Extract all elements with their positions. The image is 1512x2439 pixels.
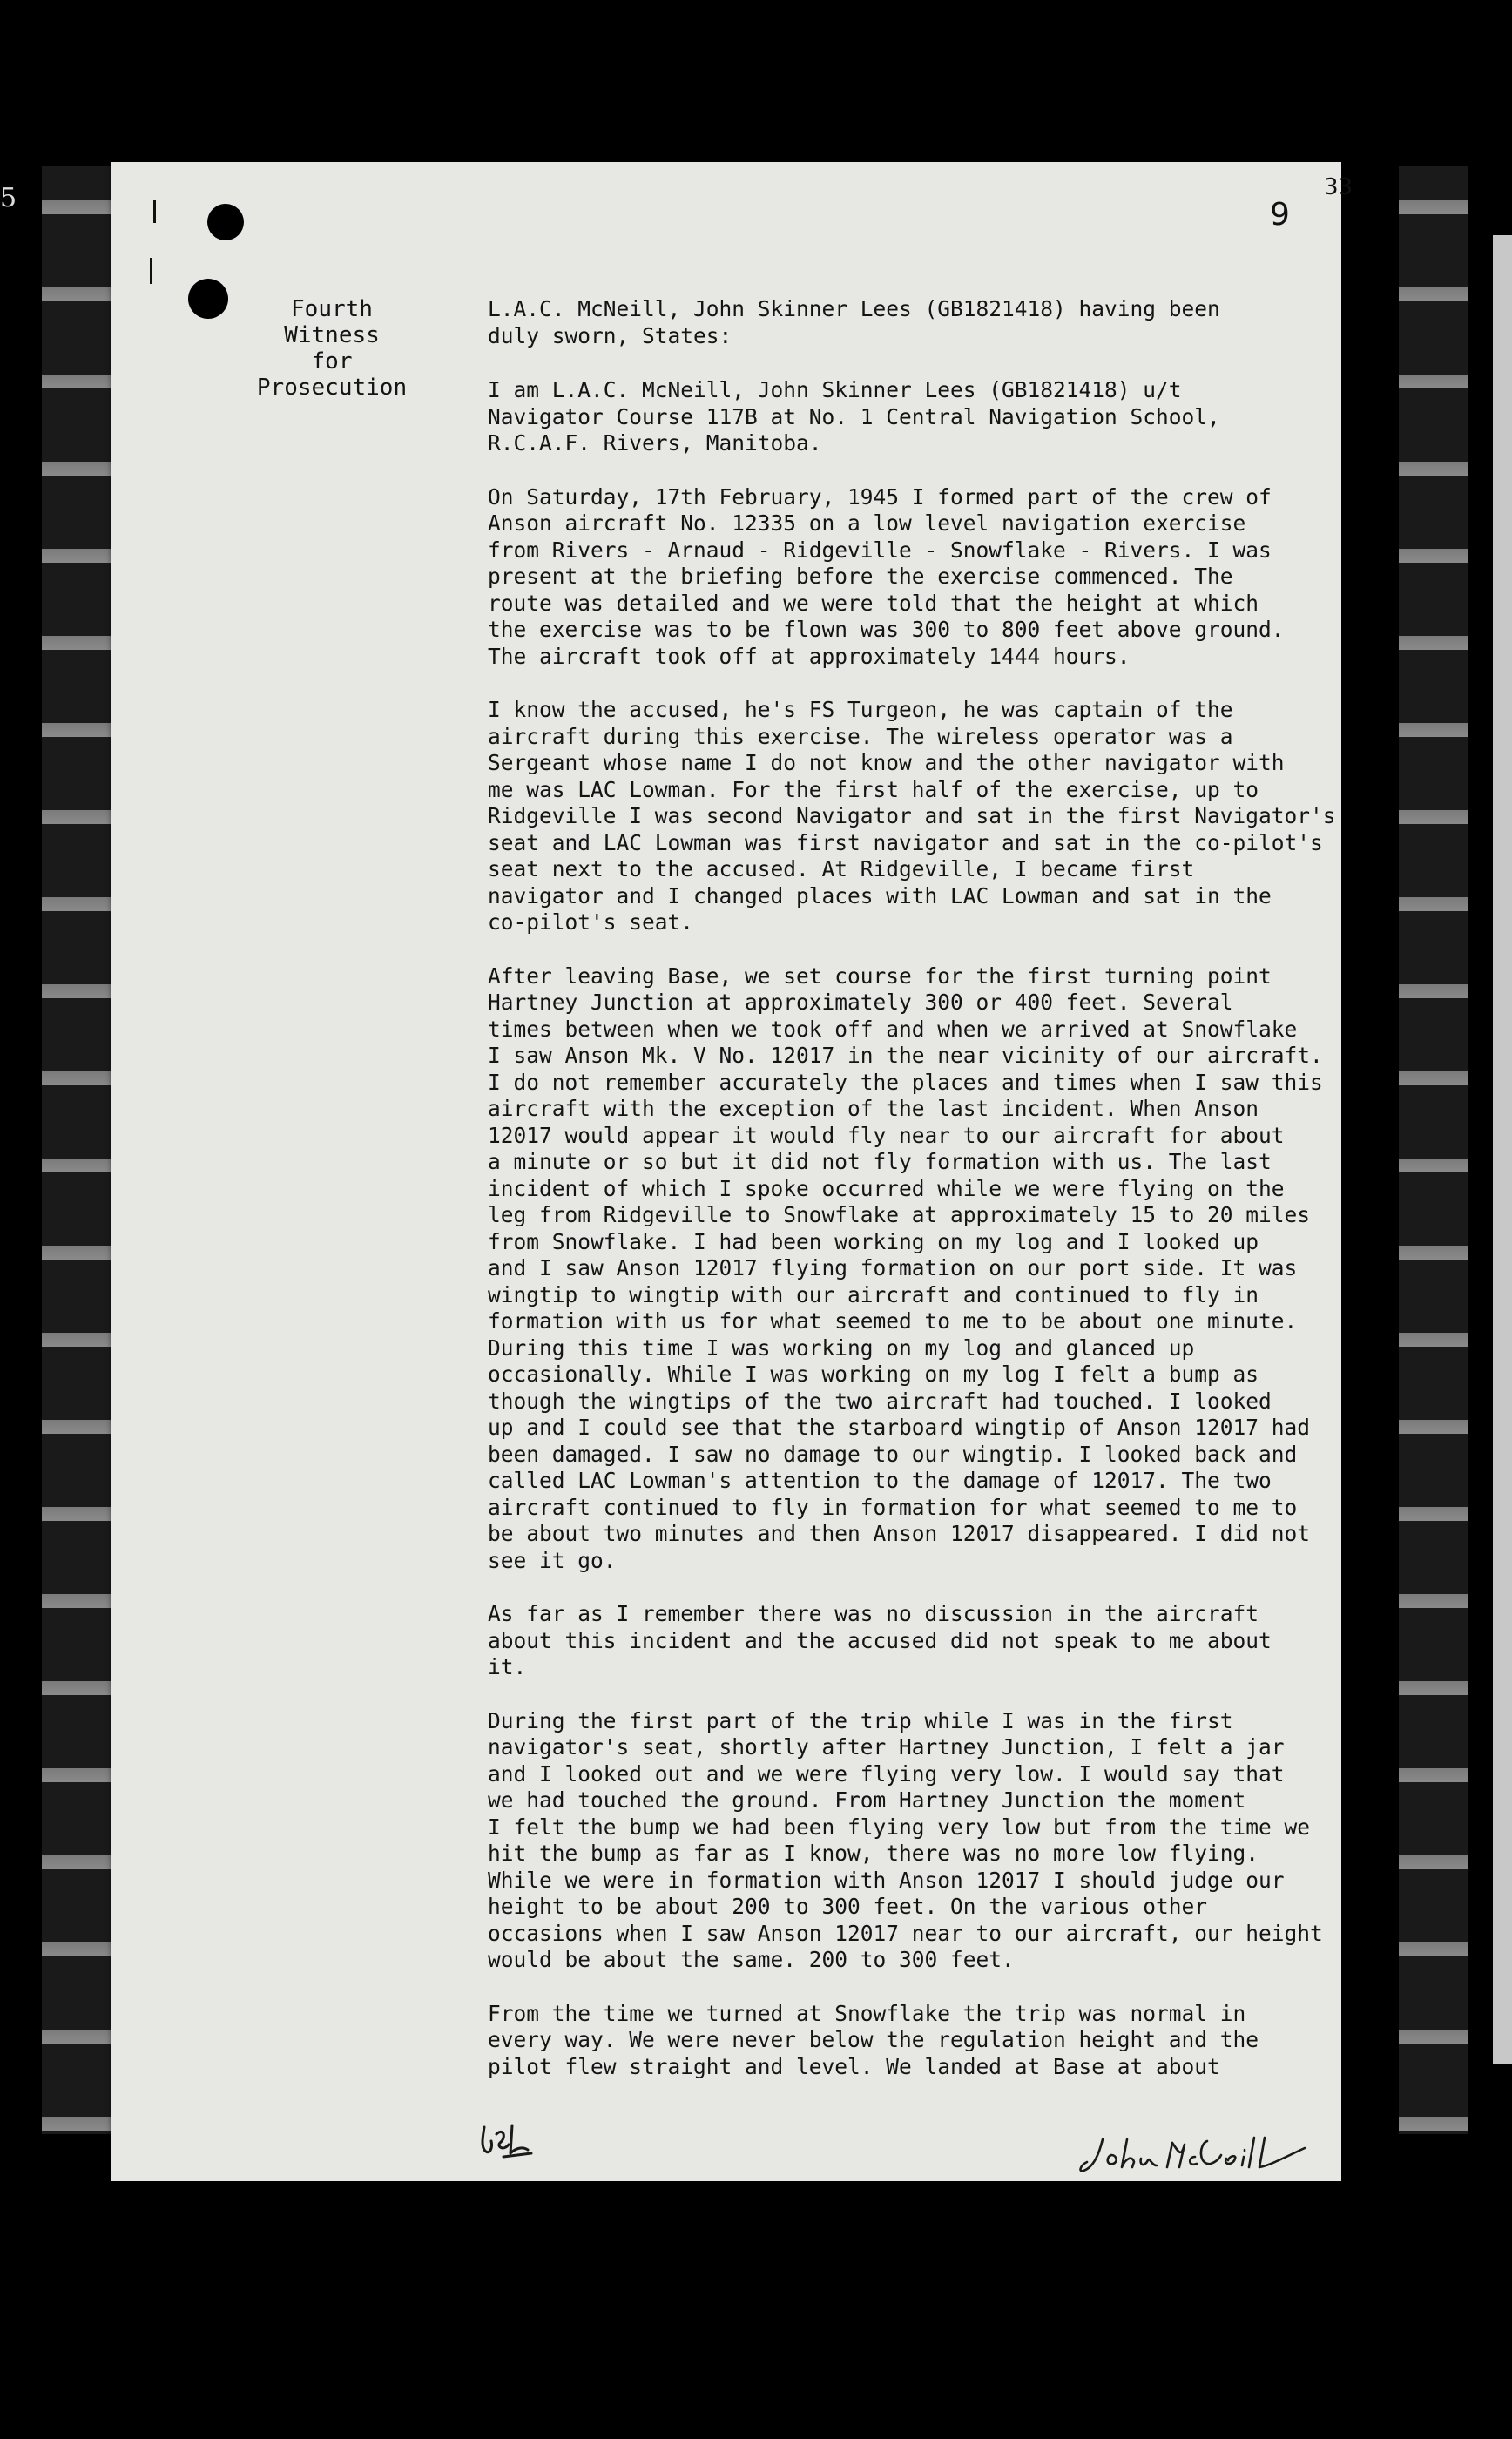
margin-mark: 5 [0, 183, 17, 213]
adjacent-page-edge [1493, 235, 1512, 2064]
film-strip-right [1399, 166, 1468, 2134]
paragraph: From the time we turned at Snowflake the trip was normal in every way. We were never below the regulation height and the pilot flew straight and level. We landed at Base at about [488, 2000, 1259, 2079]
paragraph: After leaving Base, we set course for the first turning point Hartney Junction at approximately 300 or 400 feet. Several times between when we took off and when we arrived at Snowflake I saw Anson Mk. V No. 12017 in the near vicinity of our aircraft. I do not remember accurately the places and times when I saw this aircraft with the exception of the last incident. When Anson 12017 would appear it would fly near to our aircraft for about a minute or so but it did not fly formation with us. The last incident of which I spoke occurred while we were flying on the leg from Ridgeville to Snowflake at approximately 15 to 20 miles from Snowflake. I had been working on my log and I looked up and I saw Anson 12017 flying formation on our port side. It was wingtip to wingtip with our aircraft and continued to fly in formation with us for what seemed to me to be about one minute. During this time I was working on my log and glanced up occasionally. While I was working on my log I felt a bump as though the wingtips of the two aircraft had touched. I looked up and I could see that the starboard wingtip of Anson 12017 had been damaged. I saw no damage to our wingtip. I looked back and called LAC Lowman's attention to the damage of 12017. The two aircraft continued to fly in formation for what seemed to me to be about two minutes and then Anson 12017 disappeared. I did not see it go. [488, 963, 1323, 1573]
document-page [111, 162, 1353, 2181]
page-number: 9 [1270, 197, 1290, 233]
paragraph: I know the accused, he's FS Turgeon, he was captain of the aircraft during this exercise. The wireless operator was a Sergeant whose name I do not know and the other navigator with me was LAC Lowman. For the first half of the exercise, up to Ridgeville I was second Navigator and sat in the first Navigator's seat and LAC Lowman was first navigator and sat in the co-pilot's seat next to the accused. At Ridgeville, I became first navigator and I changed places with LAC Lowman and sat in the co-pilot's seat. [488, 697, 1336, 935]
paragraph: I am L.A.C. McNeill, John Skinner Lees (GB1821418) u/t Navigator Course 117B at No. 1 Central Navigation School, R.C.A.F. Rivers, Manitoba. [488, 377, 1220, 456]
handwritten-signature [1077, 2131, 1320, 2183]
initials-signature [477, 2118, 538, 2162]
header-statement: L.A.C. McNeill, John Skinner Lees (GB1821418) having been duly sworn, States: [488, 296, 1220, 348]
margin-tick [153, 200, 156, 223]
page-stamp: 33 [1324, 174, 1353, 200]
paragraph: During the first part of the trip while I was in the first navigator's seat, shortly after Hartney Junction, I felt a jar and I looked out and we were flying very low. I would say that we had touched the ground. From Hartney Junction the moment I felt the bump we had been flying very low but from the time we hit the bump as far as I know, there was no more low flying. While we were in formation with Anson 12017 I should judge our height to be about 200 to 300 feet. On the various other occasions when I saw Anson 12017 near to our aircraft, our height would be about the same. 200 to 300 feet. [488, 1707, 1323, 1972]
statement-body [488, 296, 1341, 2107]
film-strip-left [42, 166, 111, 2134]
paragraph: As far as I remember there was no discussion in the aircraft about this incident and the accused did not speak to me about it. [488, 1601, 1272, 1679]
paragraph: On Saturday, 17th February, 1945 I formed part of the crew of Anson aircraft No. 12335 on a low level navigation exercise from Rivers - Arnaud - Ridgeville - Snowflake - Rivers. I was present at the briefing before the exercise commenced. The route was detailed and we were told that the height at which the exercise was to be flown was 300 to 800 feet above ground. The aircraft took off at approximately 1444 hours. [488, 483, 1285, 669]
punch-hole-icon [207, 204, 244, 240]
witness-label: Fourth Witness for Prosecution [256, 296, 408, 401]
margin-tick [150, 258, 152, 284]
punch-hole-icon [188, 279, 228, 319]
